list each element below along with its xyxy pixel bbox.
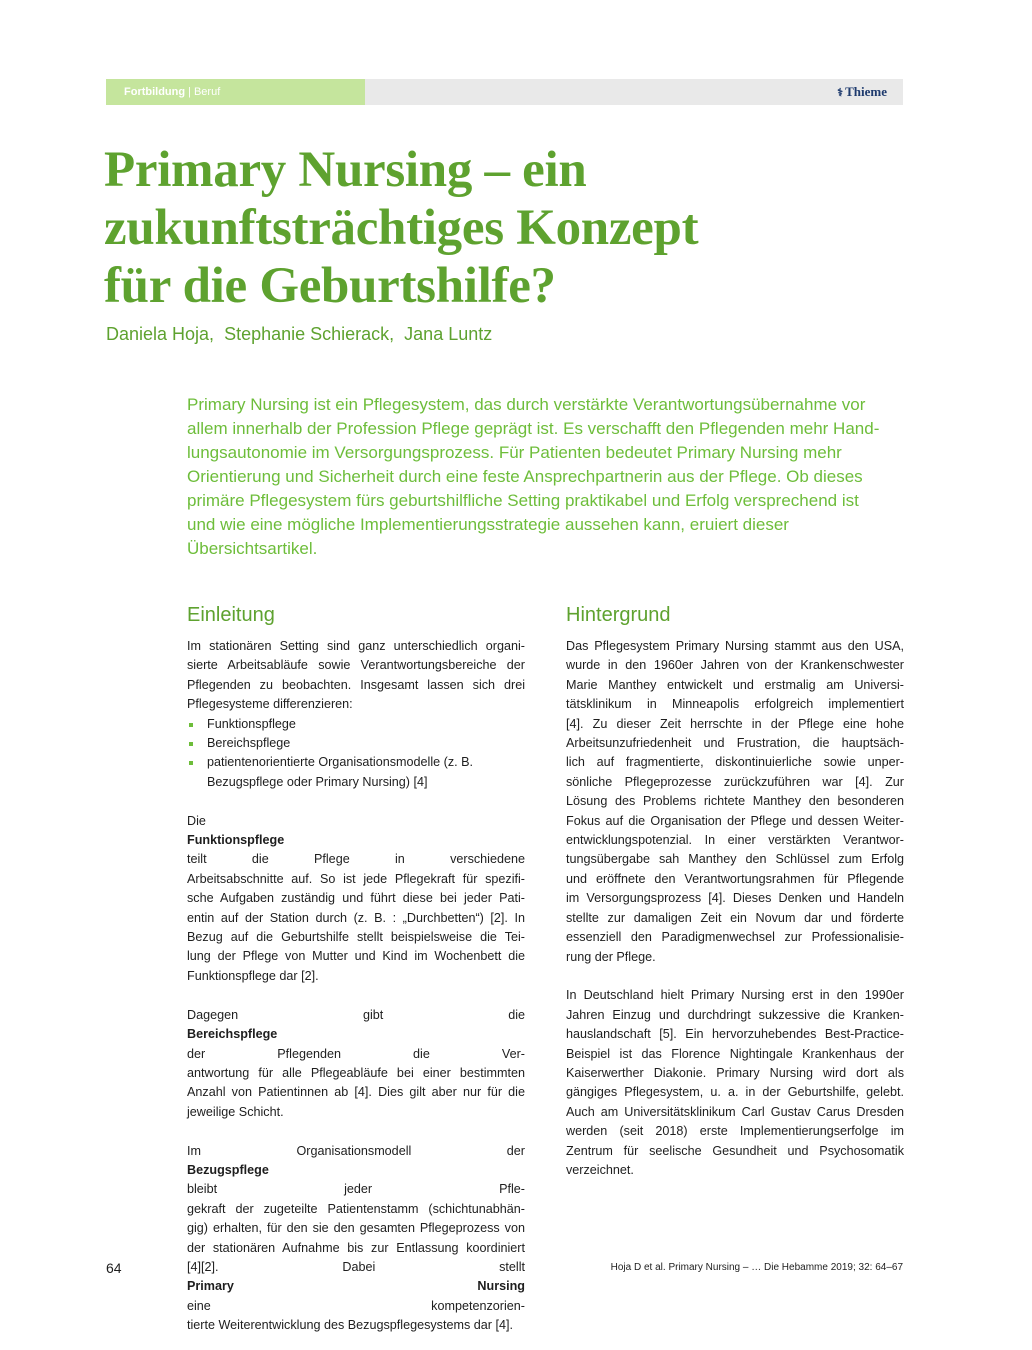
text-line: und eröffnete den Verantwortungsrahmen für Pflegende bbox=[566, 871, 904, 886]
text-line: im Versorgungsprozess [4]. Dieses Denken und Handeln bbox=[566, 891, 904, 906]
text-line: Marie Manthey entwickelt und erstmalig am Universi- bbox=[566, 677, 904, 692]
text-line: tätsklinikum in Minneapolis erfolgreich implementiert bbox=[566, 697, 904, 712]
text-line: sche Aufgaben zuständig und führt diese bei jeder Pati- bbox=[187, 891, 525, 906]
list-item bbox=[187, 734, 525, 753]
title-line: zukunftsträchtiges Konzept bbox=[104, 200, 699, 256]
text-line: stellte zur damaligen Zeit ein Novum dar und förderte bbox=[566, 910, 904, 925]
paragraph bbox=[187, 1006, 525, 1122]
text-line: tungsübergabe sah Manthey den Schlüssel zum Erfolg bbox=[566, 852, 904, 867]
section-heading-einleitung: Einleitung bbox=[187, 604, 275, 626]
term-funktionspflege: Funktionspflege bbox=[187, 833, 285, 848]
abstract-line: und wie eine mögliche Implementierungsstrategie aussehen kann, eruiert dieser bbox=[187, 515, 789, 534]
paragraph bbox=[566, 637, 904, 967]
text-line: verzeichnet. bbox=[566, 1162, 634, 1177]
text-line: Pflegesysteme differenzieren: bbox=[187, 697, 353, 712]
text-fragment: teilt die Pflege in verschiedene bbox=[187, 852, 525, 867]
paragraph bbox=[187, 637, 525, 715]
text-line: tierte Weiterentwicklung des Bezugspflegesystems dar [4]. bbox=[187, 1318, 513, 1333]
section-label bbox=[106, 79, 365, 105]
abstract-line: primäre Pflegesystem fürs geburtshilfliche Setting praktikabel und Erfolg versprechend ist bbox=[187, 491, 859, 510]
text-line: Beispiel ist das Florence Nightingale Krankenhaus der bbox=[566, 1046, 904, 1061]
author: Jana Luntz bbox=[404, 324, 493, 344]
bullet-icon bbox=[189, 723, 193, 727]
text-line: Arbeitsunzufriedenheit und Frustration, die hauptsäch- bbox=[566, 736, 904, 751]
text-fragment: Im Organisationsmodell der bbox=[187, 1143, 525, 1158]
text-line: entwicklungspotenzial. In einer verstärkten Verantwor- bbox=[566, 833, 904, 848]
thieme-logo-icon: ⚕ bbox=[837, 87, 844, 99]
text-line: Jahren Einzug und durchdringt sukzessive die Kranken- bbox=[566, 1007, 904, 1022]
list-item bbox=[187, 715, 525, 734]
text-line: Lösung des Problems richtete Manthey den besonderen bbox=[566, 794, 904, 809]
text-fragment: [4][2]. Dabei stellt bbox=[187, 1259, 525, 1274]
abstract-line: lungsautonomie im Versorgungsprozess. Für Patienten bedeutet Primary Nursing mehr bbox=[187, 443, 842, 462]
subsection-name: Beruf bbox=[193, 86, 221, 98]
bullet-icon bbox=[189, 761, 193, 765]
abstract-line: Primary Nursing ist ein Pflegesystem, das durch verstärkte Verantwortungsübernahme vor bbox=[187, 395, 866, 414]
term-bereichspflege: Bereichspflege bbox=[187, 1027, 278, 1042]
text-line: antwortung für alle Pflegeabläufe bei einer bestimmten bbox=[187, 1065, 525, 1080]
text-line: Pflegenden zu beobachten. Insgesamt lassen sich drei bbox=[187, 677, 525, 692]
text-line: sönliche Pflegeprozesse zurückzuführen war [4]. Zur bbox=[566, 774, 904, 789]
text-fragment: eine kompetenzorien- bbox=[187, 1298, 525, 1313]
section-name: Fortbildung bbox=[124, 86, 186, 98]
text-fragment: Die bbox=[187, 813, 206, 828]
author: Stephanie Schierack, bbox=[224, 324, 395, 344]
text-fragment: Dagegen gibt die bbox=[187, 1007, 525, 1022]
text-line: gängiges Pflegesystem, u. a. in der Geburtshilfe, gelebt. bbox=[566, 1085, 904, 1100]
list-item-text: patientenorientierte Organisationsmodelle (z. B. bbox=[207, 755, 474, 770]
list-item bbox=[187, 753, 525, 792]
page-number: 64 bbox=[106, 1260, 122, 1276]
text-line: Im stationären Setting sind ganz unterschiedlich organi- bbox=[187, 639, 525, 653]
text-line: gig) erhalten, für den sie den gesamten Pflegeprozess von bbox=[187, 1221, 525, 1236]
title-line: Primary Nursing – ein bbox=[104, 142, 587, 198]
bullet-list bbox=[187, 715, 525, 793]
abstract-line: allem innerhalb der Profession Pflege geprägt ist. Es verschafft den Pflegenden mehr Hand- bbox=[187, 419, 880, 438]
text-line bbox=[187, 812, 525, 870]
right-column bbox=[566, 600, 904, 1180]
text-line: lich auf fragmentierte, diskontinuierliche sowie unper- bbox=[566, 755, 904, 770]
text-line bbox=[187, 1258, 525, 1316]
text-line: der stationären Aufnahme bis zur Entlassung koordiniert bbox=[187, 1240, 525, 1255]
text-fragment: der Pflegenden die Ver- bbox=[187, 1046, 525, 1061]
text-line: Arbeitsabschnitte auf. So ist jede Pflegekraft für spezifi- bbox=[187, 871, 525, 886]
bullet-icon bbox=[189, 742, 193, 746]
text-line: Fokus auf die Organisation der Pflege und dessen Weiter- bbox=[566, 813, 904, 828]
term-bezugspflege: Bezugspflege bbox=[187, 1162, 269, 1177]
title-line: für die Geburtshilfe? bbox=[104, 258, 556, 314]
article-title bbox=[104, 141, 904, 315]
text-line: entin auf der Station durch (z. B. : „Durchbetten“) [2]. In bbox=[187, 910, 525, 925]
running-header bbox=[106, 79, 903, 105]
abstract-line: Übersichtsartikel. bbox=[187, 539, 318, 558]
paragraph bbox=[187, 812, 525, 987]
text-line: lung der Pflege von Mutter und Kind im Wochenbett die bbox=[187, 949, 525, 964]
text-line: Bezug auf die Geburtshilfe stellt beispielsweise die Tei- bbox=[187, 930, 525, 945]
text-line: Zentrum für seelische Gesundheit und Psychosomatik bbox=[566, 1143, 904, 1158]
author: Daniela Hoja, bbox=[106, 324, 215, 344]
text-line: [4]. Zu dieser Zeit herrschte in der Pflege eine hohe bbox=[566, 716, 904, 731]
author-list bbox=[106, 324, 492, 345]
section-separator: | bbox=[188, 86, 191, 98]
publisher-name: Thieme bbox=[845, 84, 887, 99]
text-line: sierte Arbeitsabläufe sowie Verantwortungsbereiche der bbox=[187, 658, 525, 673]
list-item-text: Bereichspflege bbox=[207, 736, 291, 751]
text-line: Auch am Universitätsklinikum Carl Gustav Carus Dresden bbox=[566, 1104, 904, 1119]
text-line bbox=[187, 1142, 525, 1200]
left-column bbox=[187, 600, 525, 1336]
abstract-line: Orientierung und Sicherheit durch eine feste Ansprechpartnerin aus der Pflege. Ob dieses bbox=[187, 467, 863, 486]
text-line: Kaiserwerther Diakonie. Primary Nursing wird dort als bbox=[566, 1065, 904, 1080]
abstract bbox=[187, 393, 907, 561]
list-item-text: Bezugspflege oder Primary Nursing) [4] bbox=[207, 774, 428, 789]
text-line: Das Pflegesystem Primary Nursing stammt aus den USA, bbox=[566, 639, 904, 653]
paragraph bbox=[187, 1142, 525, 1336]
text-line: werden (seit 2018) erste Implementierungserfolge im bbox=[566, 1124, 904, 1139]
text-fragment: bleibt jeder Pfle- bbox=[187, 1182, 525, 1197]
paragraph bbox=[566, 986, 904, 1180]
text-line: In Deutschland hielt Primary Nursing erst in den 1990er bbox=[566, 988, 904, 1003]
term-primary-nursing: Primary Nursing bbox=[187, 1279, 525, 1294]
text-line: Anzahl von Patientinnen ab [4]. Dies gilt aber nur für die bbox=[187, 1085, 525, 1100]
text-line: essenziell den Paradigmenwechsel zur Professionalisie- bbox=[566, 930, 904, 945]
list-item-text: Funktionspflege bbox=[207, 716, 296, 731]
publisher-logo bbox=[837, 79, 887, 105]
text-line: Funktionspflege dar [2]. bbox=[187, 968, 319, 983]
text-line: hauslandschaft [5]. Ein hervorzuhebendes Best-Practice- bbox=[566, 1027, 904, 1042]
text-line: gekraft der zugeteilte Patientenstamm (schichtunabhän- bbox=[187, 1201, 525, 1216]
section-heading-hintergrund: Hintergrund bbox=[566, 604, 671, 626]
citation-footer: Hoja D et al. Primary Nursing – … Die Hebamme 2019; 32: 64–67 bbox=[610, 1262, 903, 1273]
text-line: wurde in den 1960er Jahren von der Krankenschwester bbox=[566, 658, 904, 673]
text-line: jeweilige Schicht. bbox=[187, 1104, 284, 1119]
text-line: rung der Pflege. bbox=[566, 949, 656, 964]
text-line bbox=[187, 1006, 525, 1064]
